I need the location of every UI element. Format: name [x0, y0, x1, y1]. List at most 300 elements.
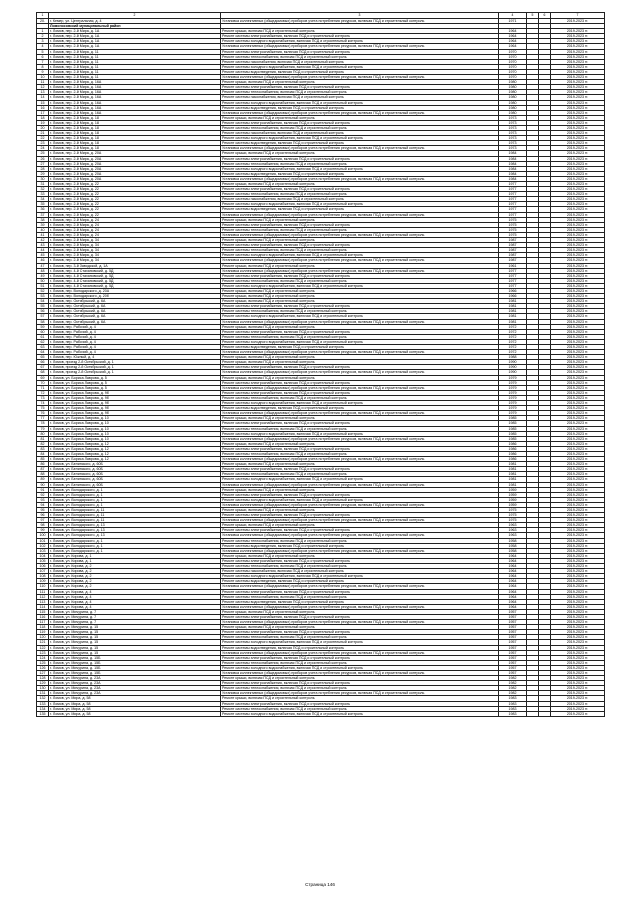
row-period: 2019-2023 гг.: [551, 365, 605, 370]
row-address: г. Ломов, ул. Белинского, д. 60Б: [49, 462, 221, 467]
row-number: 20: [37, 125, 49, 130]
row-year: 1977: [499, 207, 527, 212]
row-address: г. Ломов, ул. Мичурина, д. 7: [49, 609, 221, 614]
column-number: 5: [527, 13, 539, 19]
row-address: г. Ломов, ул. Белинского, д. 60Б: [49, 482, 221, 487]
row-number: 130: [37, 686, 49, 691]
row-period: 2019-2023 гг.: [551, 411, 605, 416]
row-work-type: Ремонт системы газоснабжения, включая ПСД и строительный контроль: [221, 131, 499, 136]
row-number: 37: [37, 212, 49, 217]
row-work-type: Ремонт системы электроснабжения, включая ПСД и строительный контроль: [221, 630, 499, 635]
row-number: 127: [37, 671, 49, 676]
row-period: 2019-2023 гг.: [551, 187, 605, 192]
row-number: 67: [37, 365, 49, 370]
row-address: г. Ломов, пер. 2-й Мира, д. 24: [49, 217, 221, 222]
row-number: 133: [37, 701, 49, 706]
row-period: 2019-2023 гг.: [551, 49, 605, 54]
row-empty-cell: [539, 711, 551, 716]
row-number: 18: [37, 115, 49, 120]
row-period: 2019-2023 гг.: [551, 156, 605, 161]
row-number: 134: [37, 706, 49, 711]
row-work-type: Ремонт системы водоотведения, включая ПСД и строительный контроль: [221, 543, 499, 548]
row-period: 2019-2023 гг.: [551, 599, 605, 604]
row-address: г. Ломов, ул. Мичурина, д. 15Б: [49, 665, 221, 670]
row-work-type: Ремонт системы электроснабжения, включая ПСД и строительный контроль: [221, 390, 499, 395]
row-address: г. Ломов, пер. 4-й Стахановский, д. 5Д: [49, 278, 221, 283]
row-address: г. Ломов, пер. 2-й Мира, д. 34: [49, 248, 221, 253]
row-address: г. Ломов, проезд 2-й Октябрьский, д. 1: [49, 370, 221, 375]
row-year: 1975: [499, 513, 527, 518]
row-period: 2019-2023 гг.: [551, 222, 605, 227]
row-number: 25: [37, 151, 49, 156]
row-period: 2019-2023 гг.: [551, 421, 605, 426]
row-period: 2019-2023 гг.: [551, 431, 605, 436]
row-number: 27: [37, 161, 49, 166]
page-number: Страница 146: [305, 882, 335, 887]
row-period: 2019-2023 гг.: [551, 569, 605, 574]
row-year: 1975: [499, 518, 527, 523]
row-address: г. Ломов, пер. Октябрьский, д. 6А: [49, 299, 221, 304]
row-year: 1957: [499, 645, 527, 650]
row-year: 1977: [499, 192, 527, 197]
row-number: 94: [37, 502, 49, 507]
row-work-type: Ремонт системы электроснабжения, включая ПСД и строительный контроль: [221, 528, 499, 533]
row-period: 2019-2023 гг.: [551, 696, 605, 701]
row-address: г. Ломов, пер. 2-й Мира, д. 16А: [49, 110, 221, 115]
row-year: 1977: [499, 182, 527, 187]
row-year: 1958: [499, 538, 527, 543]
row-number: 52: [37, 288, 49, 293]
row-address: г. Ломов, ул. Кирова, д. 2: [49, 584, 221, 589]
row-address: г. Ломов, пер. Октябрьский, д. 6А: [49, 319, 221, 324]
row-period: 2019-2023 гг.: [551, 192, 605, 197]
row-year: 1970: [499, 49, 527, 54]
row-period: 2019-2023 гг.: [551, 248, 605, 253]
row-work-type: Ремонт системы теплоснабжения, включая ПСД и строительный контроль: [221, 594, 499, 599]
row-period: 2019-2023 гг.: [551, 665, 605, 670]
row-number: 90: [37, 482, 49, 487]
row-address: г. Ломов, пер. 2-й Мира, д. 18: [49, 120, 221, 125]
row-period: 2019-2023 гг.: [551, 253, 605, 258]
row-number: 30: [37, 176, 49, 181]
row-period: 2019-2023 гг.: [551, 462, 605, 467]
row-address: г. Ломов, ул. Володарского, д. 1: [49, 543, 221, 548]
row-number: 63: [37, 345, 49, 350]
row-year: 1964: [499, 604, 527, 609]
row-year: 1988: [499, 355, 527, 360]
row-number: 24: [37, 146, 49, 151]
row-year: 1973: [499, 146, 527, 151]
row-address: г. Ломов, ул. Мичурина, д. 23А: [49, 676, 221, 681]
row-work-type: Ремонт системы электроснабжения, включая ПСД и строительный контроль: [221, 701, 499, 706]
row-address: г. Ломов, ул. Володарского, д. 1: [49, 538, 221, 543]
row-period: 2019-2023 гг.: [551, 441, 605, 446]
row-work-type: Ремонт системы электроснабжения, включая ПСД и строительный контроль: [221, 589, 499, 594]
row-year: 1984: [499, 166, 527, 171]
row-address: г. Ломов, ул. Бориса Лаврова, д. 5: [49, 380, 221, 385]
row-work-type: Ремонт крыши, включая ПСД и строительный контроль: [221, 462, 499, 467]
row-number: 78: [37, 421, 49, 426]
row-address: г. Ломов, ул. Володарского, д. 11: [49, 518, 221, 523]
repair-schedule-table: [36, 12, 605, 717]
row-number: 71: [37, 385, 49, 390]
row-year: 1975: [499, 508, 527, 513]
row-year: 1970: [499, 59, 527, 64]
row-number: 60: [37, 329, 49, 334]
row-work-type: Ремонт системы водоотведения, включая ПСД и строительный контроль: [221, 171, 499, 176]
row-work-type: Ремонт системы теплоснабжения, включая ПСД и строительный контроль: [221, 564, 499, 569]
row-address: г. Ломов, пер. Рабочий, д. 4: [49, 345, 221, 350]
row-address: г. Ломов, пер. Рабочий, д. 4: [49, 350, 221, 355]
row-number: 21: [37, 131, 49, 136]
row-year: 1987: [499, 243, 527, 248]
row-period: 2019-2023 гг.: [551, 691, 605, 696]
row-year: 1986: [499, 451, 527, 456]
row-address: г. Ломов, ул. Бориса Лаврова, д. 10: [49, 436, 221, 441]
row-period: 2019-2023 гг.: [551, 706, 605, 711]
row-address: г. Ломов, ул. Володарского, д. 1: [49, 502, 221, 507]
row-period: 2019-2023 гг.: [551, 630, 605, 635]
row-year: 1986: [499, 457, 527, 462]
row-number: 118: [37, 625, 49, 630]
row-work-type: Ремонт системы водоотведения, включая ПСД и строительный контроль: [221, 207, 499, 212]
row-year: 1972: [499, 339, 527, 344]
row-year: 1961: [499, 263, 527, 268]
row-period: 2019-2023 гг.: [551, 584, 605, 589]
row-year: 1979: [499, 406, 527, 411]
row-period: 2019-2023 гг.: [551, 212, 605, 217]
row-address: г. Ломов, пер. Южный, д. 4: [49, 355, 221, 360]
row-number: 129: [37, 681, 49, 686]
row-work-type: Установка коллективных (общедомовых) приборов учета потребления ресурсов, включая ПСД и строительный контроль: [221, 319, 499, 324]
row-number: 23: [37, 141, 49, 146]
row-year: 1981: [499, 462, 527, 467]
row-period: 2019-2023 гг.: [551, 141, 605, 146]
row-address: г. Ломов, пер. Октябрьский, д. 6А: [49, 304, 221, 309]
row-address: г. Ломов, пер. 2-й Мира, д. 1А: [49, 44, 221, 49]
row-address: г. Ломов, ул. Бориса Лаврова, д. 12: [49, 441, 221, 446]
row-address: г. Ломов, ул. Володарского, д. 1: [49, 497, 221, 502]
row-work-type: Ремонт системы холодного водоснабжения, включая ПСД и строительный контроль: [221, 339, 499, 344]
row-period: 2019-2023 гг.: [551, 533, 605, 538]
row-period: 2019-2023 гг.: [551, 125, 605, 130]
row-number: 46: [37, 258, 49, 263]
row-address: г. Ломов, ул. Мичурина, д. 15: [49, 635, 221, 640]
row-year: 1980: [499, 100, 527, 105]
row-year: 1984: [499, 156, 527, 161]
district-name: Ломоносовский муниципальный район: [49, 24, 221, 29]
row-number: 92: [37, 492, 49, 497]
row-period: 2019-2023 гг.: [551, 360, 605, 365]
row-period: 2019-2023 гг.: [551, 273, 605, 278]
row-number: 108: [37, 574, 49, 579]
row-number: 4: [37, 44, 49, 49]
row-period: 2019-2023 гг.: [551, 268, 605, 273]
row-period: 2019-2023 гг.: [551, 283, 605, 288]
row-period: 2019-2023 гг.: [551, 197, 605, 202]
row-work-type: Ремонт системы холодного водоснабжения, включая ПСД и строительный контроль: [221, 253, 499, 258]
row-period: 2019-2023 гг.: [551, 166, 605, 171]
row-year: 1970: [499, 75, 527, 80]
row-year: 1964: [499, 589, 527, 594]
row-number: 33: [37, 192, 49, 197]
row-year: 1980: [499, 110, 527, 115]
row-work-type: Установка коллективных (общедомовых) приборов учета потребления ресурсов, включая ПСД и строительный контроль: [221, 518, 499, 523]
row-period: 2019-2023 гг.: [551, 711, 605, 716]
row-year: 1973: [499, 125, 527, 130]
row-year: 1979: [499, 390, 527, 395]
row-number: 11: [37, 80, 49, 85]
row-year: 1957: [499, 614, 527, 619]
row-period: 2019-2023 гг.: [551, 502, 605, 507]
row-number: 53: [37, 294, 49, 299]
row-empty-cell: [527, 711, 539, 716]
row-period: 2019-2023 гг.: [551, 232, 605, 237]
row-year: 1982: [499, 686, 527, 691]
row-number: 125: [37, 660, 49, 665]
row-address: г. Ломов, ул. Мичурина, д. 15Б: [49, 660, 221, 665]
row-period: 2019-2023 гг.: [551, 64, 605, 69]
row-period: 2019-2023 гг.: [551, 95, 605, 100]
row-year: 1964: [499, 574, 527, 579]
row-address: г. Ломов, ул. Белинского, д. 60Б: [49, 477, 221, 482]
row-number: 43: [37, 243, 49, 248]
row-work-type: Ремонт системы теплоснабжения, включая ПСД и строительный контроль: [221, 90, 499, 95]
row-address: г. Ломов, пер. 2-й Мира, д. 11: [49, 54, 221, 59]
row-year: 1957: [499, 660, 527, 665]
row-number: 40: [37, 227, 49, 232]
row-number: 99: [37, 528, 49, 533]
row-address: г. Ломов, ул. Кирова, д. 2: [49, 574, 221, 579]
row-period: 2019-2023 гг.: [551, 69, 605, 74]
row-address: г. Ломов, пер. 2-й Мира, д. 1А: [49, 29, 221, 34]
row-work-type: Ремонт системы электроснабжения, включая ПСД и строительный контроль: [221, 421, 499, 426]
row-work-type: Ремонт системы холодного водоснабжения, включая ПСД и строительный контроль: [221, 314, 499, 319]
row-address: г. Ломов, пер. 2-й Мира, д. 16А: [49, 80, 221, 85]
row-year: 1983: [499, 711, 527, 716]
row-work-type: Ремонт системы теплоснабжения, включая ПСД и строительный контроль: [221, 192, 499, 197]
row-number: 22: [37, 136, 49, 141]
row-number: 85: [37, 457, 49, 462]
row-year: 1957: [499, 640, 527, 645]
row-period: 2019-2023 гг.: [551, 650, 605, 655]
row-period: 2019-2023 гг.: [551, 518, 605, 523]
row-number: 91: [37, 487, 49, 492]
row-year: 1972: [499, 329, 527, 334]
row-work-type: Ремонт системы холодного водоснабжения, включая ПСД и строительный контроль: [221, 202, 499, 207]
row-address: г. Ломов, пер. 2-й Мира, д. 22: [49, 187, 221, 192]
row-period: 2019-2023 гг.: [551, 701, 605, 706]
row-number: 75: [37, 406, 49, 411]
row-period: 2019-2023 гг.: [551, 477, 605, 482]
row-work-type: Ремонт системы электроснабжения, включая ПСД и строительный контроль: [221, 467, 499, 472]
row-year: 1966: [499, 288, 527, 293]
row-year: 1987: [499, 248, 527, 253]
row-address: г. Ломов, пер. 2-й Мира, д. 18: [49, 125, 221, 130]
row-work-type: Ремонт системы водоотведения, включая ПСД и строительный контроль: [221, 141, 499, 146]
row-year: 1977: [499, 202, 527, 207]
row-period: 2019-2023 гг.: [551, 635, 605, 640]
row-period: 2019-2023 гг.: [551, 217, 605, 222]
row-period: 2019-2023 гг.: [551, 671, 605, 676]
row-year: 1975: [499, 227, 527, 232]
row-number: 100: [37, 533, 49, 538]
row-address: г. Ломов, пер. 2-й Мира, д. 34: [49, 243, 221, 248]
row-period: 2019-2023 гг.: [551, 54, 605, 59]
row-address: г. Ломов, пер. 2-й Мира, д. 16А: [49, 85, 221, 90]
row-period: 2019-2023 гг.: [551, 406, 605, 411]
row-year: 1957: [499, 655, 527, 660]
row-address: г. Ломов, ул. Мичурина, д. 7: [49, 614, 221, 619]
row-year: 1985: [499, 426, 527, 431]
row-period: 2019-2023 гг.: [551, 385, 605, 390]
row-work-type: Ремонт системы холодного водоснабжения, включая ПСД и строительный контроль: [221, 64, 499, 69]
row-number: 34: [37, 197, 49, 202]
row-work-type: Ремонт системы теплоснабжения, включая ПСД и строительный контроль: [221, 278, 499, 283]
row-number: 14: [37, 95, 49, 100]
row-period: 2019-2023 гг.: [551, 625, 605, 630]
row-number: 51: [37, 283, 49, 288]
row-year: 1957: [499, 635, 527, 640]
row-work-type: Установка коллективных (общедомовых) приборов учета потребления ресурсов, включая ПСД и строительный контроль: [221, 385, 499, 390]
row-address: г. Ломов, пер. 2-й Мира, д. 16А: [49, 105, 221, 110]
row-period: 2019-2023 гг.: [551, 309, 605, 314]
row-number: 17: [37, 110, 49, 115]
row-year: 1990: [499, 360, 527, 365]
row-work-type: Ремонт крыши, включая ПСД и строительный контроль: [221, 696, 499, 701]
row-period: 2019-2023 гг.: [551, 508, 605, 513]
row-work-type: Ремонт системы электроснабжения, включая ПСД и строительный контроль: [221, 187, 499, 192]
row-work-type: Ремонт системы холодного водоснабжения, включая ПСД и строительный контроль: [221, 665, 499, 670]
row-period: 2019-2023 гг.: [551, 645, 605, 650]
row-address: г. Ломов, ул. Мичурина, д. 15: [49, 650, 221, 655]
row-work-type: Ремонт системы электроснабжения, включая ПСД и строительный контроль: [221, 380, 499, 385]
row-work-type: Установка коллективных (общедомовых) приборов учета потребления ресурсов, включая ПСД и строительный контроль: [221, 671, 499, 676]
row-period: 2019-2023 гг.: [551, 345, 605, 350]
row-address: г. Ломов, пер. 2-й Мира, д. 1А: [49, 39, 221, 44]
row-period: 2019-2023 гг.: [551, 334, 605, 339]
row-period: 2019-2023 гг.: [551, 258, 605, 263]
row-number: 124: [37, 655, 49, 660]
row-work-type: Ремонт системы теплоснабжения, включая ПСД и строительный контроль: [221, 334, 499, 339]
row-period: 2019-2023 гг.: [551, 329, 605, 334]
row-address: г. Ломов, пер. Октябрьский, д. 6А: [49, 309, 221, 314]
row-year: 1957: [499, 609, 527, 614]
row-work-type: Ремонт системы электроснабжения, включая ПСД и строительный контроль: [221, 156, 499, 161]
row-period: 2019-2023 гг.: [551, 558, 605, 563]
row-number: 111: [37, 589, 49, 594]
row-address: г. Ломов, ул. Володарского, д. 13: [49, 523, 221, 528]
row-period: 2019-2023 гг.: [551, 90, 605, 95]
row-address: г. Ломов, ул. Белинского, д. 60Б: [49, 467, 221, 472]
row-work-type: Ремонт крыши, включая ПСД и строительный контроль: [221, 553, 499, 558]
row-period: 2019-2023 гг.: [551, 350, 605, 355]
row-year: 1977: [499, 273, 527, 278]
row-work-type: Установка коллективных (общедомовых) приборов учета потребления ресурсов, включая ПСД и строительный контроль: [221, 650, 499, 655]
row-address: г. Ломов, пер. Володарского, д. 20б: [49, 294, 221, 299]
row-work-type: Ремонт системы холодного водоснабжения, включая ПСД и строительный контроль: [221, 39, 499, 44]
row-period: 2019-2023 гг.: [551, 19, 605, 24]
row-year: 1973: [499, 131, 527, 136]
row-address: г. Ломов, ул. Володарского, д. 13: [49, 533, 221, 538]
row-address: г. Ломов, пер. 2-й Мира, д. 22: [49, 212, 221, 217]
row-period: 2019-2023 гг.: [551, 390, 605, 395]
row-year: 1970: [499, 54, 527, 59]
row-year: 1981: [499, 472, 527, 477]
row-number: 6: [37, 54, 49, 59]
row-work-type: Ремонт системы теплоснабжения, включая ПСД и строительный контроль: [221, 635, 499, 640]
row-address: г. Ломов, ул. Володарского, д. 1: [49, 492, 221, 497]
row-period: 2019-2023 гг.: [551, 151, 605, 156]
row-period: 2019-2023 гг.: [551, 620, 605, 625]
row-number: 57: [37, 314, 49, 319]
row-number: 26: [37, 156, 49, 161]
row-year: 1980: [499, 80, 527, 85]
row-work-type: Ремонт крыши, включая ПСД и строительный контроль: [221, 609, 499, 614]
row-year: 1979: [499, 395, 527, 400]
row-year: 1964: [499, 44, 527, 49]
row-number: 61: [37, 334, 49, 339]
row-work-type: Ремонт крыши, включая ПСД и строительный контроль: [221, 360, 499, 365]
row-year: 1980: [499, 90, 527, 95]
row-address: г. Ломов, пер. 4-й Стахановский, д. 5Д: [49, 268, 221, 273]
row-year: 1964: [499, 569, 527, 574]
row-period: 2019-2023 гг.: [551, 609, 605, 614]
row-number: 109: [37, 579, 49, 584]
row-number: 29: [37, 171, 49, 176]
row-number: 103: [37, 548, 49, 553]
row-year: 1981: [499, 309, 527, 314]
row-period: 2019-2023 гг.: [551, 294, 605, 299]
row-period: 2019-2023 гг.: [551, 299, 605, 304]
row-address: г. Ломов, пер. 2-й Мира, д. 18: [49, 141, 221, 146]
row-address: г. Ломов, ул. Бориса Лаврова, д. 9б: [49, 401, 221, 406]
row-address: г. Ломов, пер. 2-й Мира, д. 20А: [49, 161, 221, 166]
row-number: 72: [37, 390, 49, 395]
row-address: г. Ломов, ул. Мичурина, д. 15Б: [49, 671, 221, 676]
row-period: 2019-2023 гг.: [551, 451, 605, 456]
row-address: г. Ломов, ул. Мичурина, д. 15: [49, 645, 221, 650]
row-work-type: Ремонт крыши, включая ПСД и строительный контроль: [221, 217, 499, 222]
row-work-type: Установка коллективных (общедомовых) приборов учета потребления ресурсов, включая ПСД и строительный контроль: [221, 258, 499, 263]
row-period: 2019-2023 гг.: [551, 380, 605, 385]
row-work-type: Ремонт системы теплоснабжения, включая ПСД и строительный контроль: [221, 426, 499, 431]
row-period: 2019-2023 гг.: [551, 467, 605, 472]
row-number: 110: [37, 584, 49, 589]
row-period: 2019-2023 гг.: [551, 39, 605, 44]
row-address: г. Ломов, пер. Рабочий, д. 4: [49, 339, 221, 344]
row-address: г. Ломов, пер. 2-й Мира, д. 34: [49, 258, 221, 263]
row-address: г. Ломов, пер. 2-й Мира, д. 20А: [49, 156, 221, 161]
row-address: г. Ломов, пер. 3-й Заводской, д. 1А: [49, 263, 221, 268]
row-year: 1963: [499, 528, 527, 533]
row-period: 2019-2023 гг.: [551, 681, 605, 686]
row-period: 2019-2023 гг.: [551, 370, 605, 375]
row-number: 116: [37, 614, 49, 619]
row-year: 1983: [499, 701, 527, 706]
row-year: 1957: [499, 665, 527, 670]
row-work-type: Установка коллективных (общедомовых) приборов учета потребления ресурсов, включая ПСД и строительный контроль: [221, 110, 499, 115]
row-number: 3: [37, 39, 49, 44]
row-number: 32: [37, 187, 49, 192]
column-number: 6: [539, 13, 551, 19]
row-work-type: Ремонт системы теплоснабжения, включая ПСД и строительный контроль: [221, 538, 499, 543]
row-address: г. Ломов, пер. 2-й Мира, д. 18: [49, 131, 221, 136]
row-number: 80: [37, 431, 49, 436]
row-work-type: Установка коллективных (общедомовых) приборов учета потребления ресурсов, включая ПСД и строительный контроль: [221, 411, 499, 416]
row-period: 2019-2023 гг.: [551, 436, 605, 441]
row-year: 1973: [499, 120, 527, 125]
